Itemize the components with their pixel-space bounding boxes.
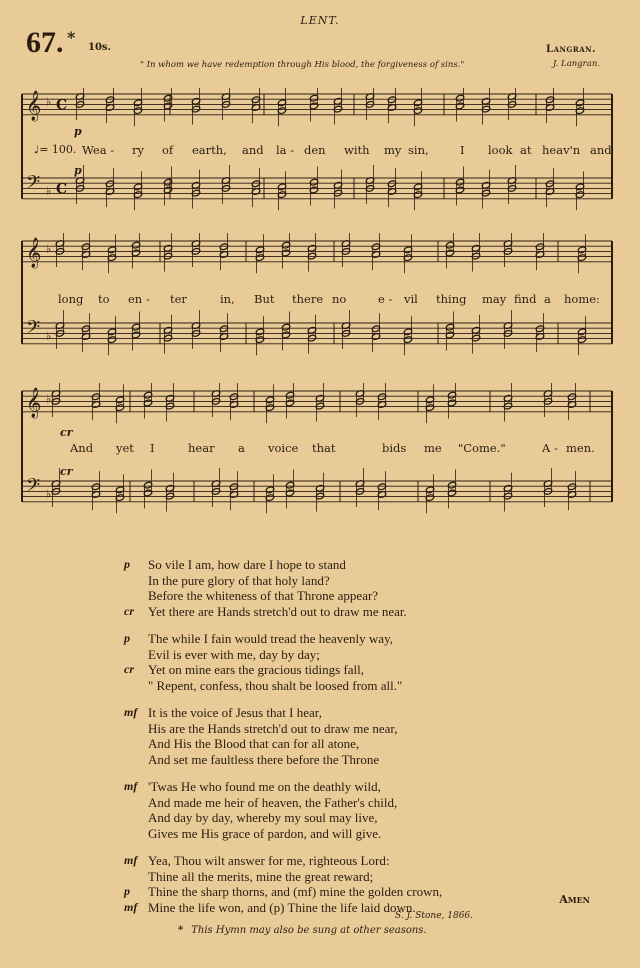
stanza-text xyxy=(124,557,608,927)
lyric-syllable: may xyxy=(482,292,507,306)
line-text: And set me faultless there before the Throne xyxy=(148,751,380,767)
dynamic-mark: p xyxy=(124,631,130,645)
author-attribution: S. J. Stone, 1866. xyxy=(395,911,474,921)
line-text: And His the Blood that can for all atone, xyxy=(148,736,360,751)
lyric-syllable: that xyxy=(312,441,336,455)
dynamic-mark: cr xyxy=(124,662,134,676)
lyric-syllable: ry xyxy=(132,143,144,157)
stanza-line xyxy=(124,705,608,721)
lyric-syllable: bids xyxy=(382,441,407,455)
bass-clef-icon: 𝄢 xyxy=(26,475,41,501)
line-text: Yea, Thou wilt answer for me, righteous Lord: xyxy=(148,853,390,868)
line-text: Before the whiteness of that Throne appear? xyxy=(148,588,379,603)
lyric-syllable: look xyxy=(488,143,513,157)
dynamic-mark: mf xyxy=(124,705,138,719)
key-flat-icon: ♭ xyxy=(46,184,52,198)
hymn-number: 67. xyxy=(26,26,64,59)
hymn-asterisk: * xyxy=(67,28,76,47)
line-text: It is the voice of Jesus that I hear, xyxy=(148,705,322,720)
key-flat-icon: ♭ xyxy=(46,95,52,109)
line-text: And made me heir of heaven, the Father's child, xyxy=(148,794,398,810)
lyric-syllable: e - xyxy=(378,292,393,306)
lyric-syllable: earth, xyxy=(192,143,227,157)
lyric-syllable: with xyxy=(344,143,370,157)
lyric-syllable: sin, xyxy=(408,143,429,157)
stanza-line xyxy=(148,826,608,842)
lyric-syllable: my xyxy=(384,143,402,157)
lyric-syllable: I xyxy=(150,441,155,455)
lyric-syllable: But xyxy=(254,292,275,306)
line-text: Yet on mine ears the gracious tidings fall, xyxy=(148,662,365,677)
stanza-line xyxy=(148,573,608,589)
running-title: LENT. xyxy=(300,14,340,27)
stanza-line xyxy=(124,631,608,647)
line-text: Thine all the merits, mine the great reward; xyxy=(148,868,374,884)
metronome-mark: ♩= 100. xyxy=(34,143,77,156)
lyric-syllable: a xyxy=(238,441,245,455)
bass-clef-icon: 𝄢 xyxy=(26,317,41,343)
stanza-line xyxy=(148,588,608,604)
lyric-syllable: and xyxy=(590,143,612,157)
lyric-syllable: no xyxy=(332,292,347,306)
lyric-syllable: I xyxy=(460,143,465,157)
dynamic-mark: p xyxy=(124,884,130,898)
line-text: Gives me His grace of pardon, and will give. xyxy=(148,825,382,841)
stanza-line xyxy=(148,869,608,885)
lyric-syllable: ter xyxy=(170,292,187,306)
lyric-syllable: of xyxy=(162,143,174,157)
stanza xyxy=(124,853,608,915)
lyric-syllable: and xyxy=(242,143,264,157)
meter-label: 10s. xyxy=(88,42,112,53)
lyric-syllable: to xyxy=(98,292,110,306)
stanza-line xyxy=(148,795,608,811)
stanza-line xyxy=(148,647,608,663)
line-text: In the pure glory of that holy land? xyxy=(148,572,330,588)
key-flat-icon: ♭ xyxy=(46,329,52,343)
key-flat-icon: ♭ xyxy=(46,487,52,501)
common-time-icon: C xyxy=(56,181,68,198)
stanza-line xyxy=(124,662,608,678)
lyric-syllable: in, xyxy=(220,292,235,306)
stanza-line xyxy=(124,779,608,795)
stanza xyxy=(124,779,608,841)
dynamic-mark: p xyxy=(124,557,130,571)
lyric-syllable: hear xyxy=(188,441,215,455)
lyric-syllable: den xyxy=(304,143,326,157)
dynamic-mark: mf xyxy=(124,779,138,793)
stanza xyxy=(124,631,608,693)
line-text: So vile I am, how dare I hope to stand xyxy=(148,557,346,572)
lyric-syllable: home: xyxy=(564,292,600,306)
lyric-syllable: men. xyxy=(566,441,595,455)
music-staff-svg xyxy=(20,383,615,528)
stanza-line xyxy=(124,557,608,573)
epigraph: " In whom we have redemption through His blood, the forgiveness of sins." xyxy=(140,60,465,70)
key-flat-icon: ♭ xyxy=(46,242,52,256)
line-text: Thine the sharp thorns, and (mf) mine the golden crown, xyxy=(148,884,443,899)
stanza-line xyxy=(148,721,608,737)
treble-clef-icon: 𝄞 xyxy=(26,387,42,418)
stanza-line xyxy=(148,736,608,752)
lyric-syllable: vil xyxy=(404,292,418,306)
stanza-line xyxy=(124,884,608,900)
lyric-syllable: la - xyxy=(276,143,295,157)
line-text: 'Twas He who found me on the deathly wild, xyxy=(148,779,381,794)
treble-clef-icon: 𝄞 xyxy=(26,90,42,121)
line-text: Yet there are Hands stretch'd out to draw me near. xyxy=(148,603,407,619)
line-text: The while I fain would tread the heavenly way, xyxy=(148,631,393,646)
bass-clef-icon: 𝄢 xyxy=(26,172,41,198)
dynamic-marking: p xyxy=(74,125,82,138)
dynamic-mark: cr xyxy=(124,603,134,618)
stanza-line xyxy=(148,752,608,768)
dynamic-marking-bass: cr xyxy=(60,465,73,478)
treble-clef-icon: 𝄞 xyxy=(26,237,42,268)
lyric-syllable: voice xyxy=(268,441,299,455)
lyric-syllable: long xyxy=(58,292,84,306)
lyric-syllable: A - xyxy=(542,441,558,455)
key-flat-icon: ♭ xyxy=(46,392,52,406)
line-text: " Repent, confess, thou shalt be loosed from all." xyxy=(148,677,403,693)
composer: J. Langran. xyxy=(552,59,600,69)
line-text: Mine the life won, and (p) Thine the life laid down. xyxy=(148,899,416,915)
stanza-line xyxy=(124,853,608,869)
common-time-icon: C xyxy=(56,97,68,114)
lyric-syllable: there xyxy=(292,292,324,306)
lyric-syllable: And xyxy=(70,441,94,455)
lyric-syllable: a xyxy=(544,292,551,306)
tune-name: Langran. xyxy=(546,44,596,55)
lyric-syllable: en - xyxy=(128,292,150,306)
line-text: Evil is ever with me, day by day; xyxy=(148,646,320,662)
lyric-syllable: find xyxy=(514,292,537,306)
stanza-line xyxy=(124,603,608,620)
music-system-1 xyxy=(20,88,615,223)
dynamic-mark: mf xyxy=(124,899,138,914)
dynamic-marking-bass: p xyxy=(74,164,82,177)
stanza xyxy=(124,557,608,619)
stanza-line xyxy=(148,678,608,694)
line-text: His are the Hands stretch'd out to draw me near, xyxy=(148,720,398,736)
footnote-asterisk: * xyxy=(178,925,184,936)
stanza xyxy=(124,705,608,767)
footnote-text: This Hymn may also be sung at other seasons. xyxy=(191,925,427,936)
lyric-syllable: heav'n xyxy=(542,143,581,157)
lyric-syllable: thing xyxy=(436,292,467,306)
dynamic-marking: cr xyxy=(60,426,73,439)
amen-label: Amen xyxy=(559,893,590,906)
lyric-syllable: me xyxy=(424,441,442,455)
music-system-3 xyxy=(20,383,615,528)
stanza-line xyxy=(148,810,608,826)
footnote xyxy=(178,925,427,936)
lyric-syllable: at xyxy=(520,143,532,157)
music-system-2 xyxy=(20,233,615,373)
lyric-syllable: Wea - xyxy=(82,143,115,157)
line-text: And day by day, whereby my soul may live, xyxy=(148,810,378,825)
dynamic-mark: mf xyxy=(124,853,138,867)
lyric-syllable: "Come." xyxy=(458,441,506,455)
lyric-syllable: yet xyxy=(116,441,134,455)
